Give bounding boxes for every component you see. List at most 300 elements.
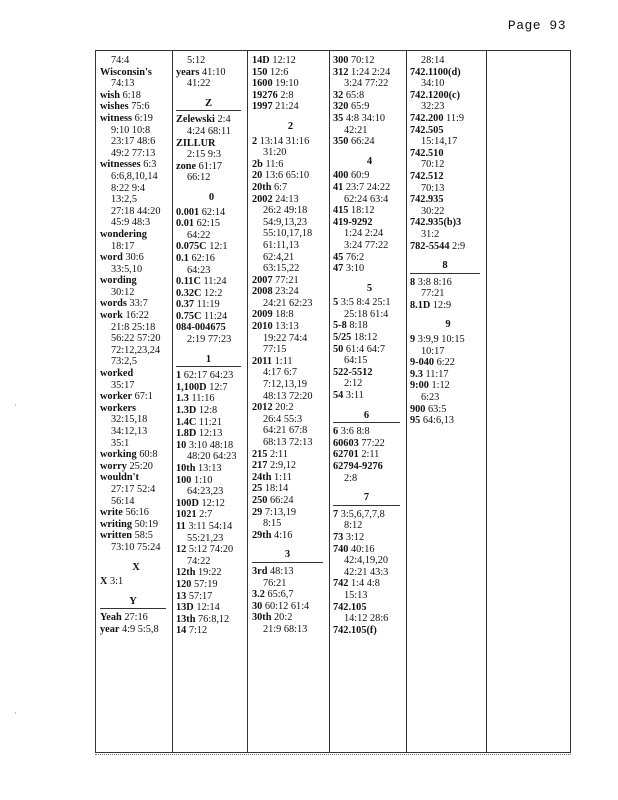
- page-line-refs: 3:9,9 10:15: [417, 334, 465, 346]
- page-line-refs: 74:4: [111, 55, 130, 66]
- index-term: writing: [100, 518, 133, 530]
- page-line-refs: 5:12 74:20: [188, 544, 234, 556]
- index-entry-continuation: [252, 578, 329, 590]
- index-entry: [176, 440, 247, 452]
- index-entry: [176, 567, 247, 579]
- page-line-refs: 2:15 9:3: [187, 149, 222, 161]
- index-entry-continuation: [100, 496, 172, 508]
- page-line-refs: 1:24 2:24: [351, 66, 391, 78]
- index-entry: [252, 612, 329, 624]
- page-line-refs: 66:12: [187, 172, 211, 184]
- column-divider: [172, 51, 173, 752]
- index-entry-continuation: [100, 194, 172, 206]
- page-line-refs: 11:6: [265, 158, 284, 170]
- index-term: 47: [333, 263, 344, 275]
- index-entry-continuation: [410, 78, 486, 90]
- page-line-refs: 64:15: [344, 355, 368, 367]
- index-entry-continuation: [333, 355, 406, 367]
- index-term: 2002: [252, 193, 273, 205]
- page-line-refs: 4:17 6:7: [263, 367, 298, 379]
- index-entry-continuation: [410, 346, 486, 358]
- page-line-refs: 2:9,12: [270, 460, 297, 472]
- page-line-refs: 76:21: [263, 577, 287, 589]
- page-line-refs: 6:7: [274, 181, 288, 193]
- page-line-refs: 57:17: [188, 590, 213, 602]
- index-entry: [100, 391, 172, 403]
- index-entry: [410, 125, 486, 137]
- index-column-2: [176, 55, 247, 752]
- page-line-refs: 2:19 77:23: [187, 334, 232, 346]
- page-line-refs: 3:8 8:16: [417, 276, 452, 288]
- index-term: years: [176, 66, 200, 78]
- index-entry-continuation: [100, 380, 172, 392]
- page-line-refs: 48:13: [270, 565, 294, 577]
- index-entry: [252, 170, 329, 182]
- page-line-refs: 23:7 24:22: [345, 181, 391, 193]
- index-term: 120: [176, 578, 192, 590]
- page-line-refs: 26:2 49:18: [263, 205, 308, 217]
- index-term: 20: [252, 170, 263, 182]
- index-term: 41: [333, 181, 344, 193]
- index-entry: [410, 369, 486, 381]
- index-entry-continuation: [252, 624, 329, 636]
- index-entry: [176, 67, 247, 79]
- index-term: 29: [252, 506, 263, 518]
- index-term: 742: [333, 578, 349, 590]
- index-term: 900: [410, 403, 426, 415]
- page-line-refs: 62:16: [191, 252, 215, 264]
- page-line-refs: 19:10: [275, 78, 299, 90]
- index-entry: [333, 217, 406, 229]
- page-line-refs: 30:22: [421, 205, 445, 217]
- index-term: zone: [176, 160, 197, 172]
- page-line-refs: 15:13: [344, 589, 368, 601]
- page-line-refs: 2:12: [344, 378, 363, 390]
- index-entry-continuation: [252, 367, 329, 379]
- index-term: 13D: [176, 602, 194, 614]
- index-term: 8.1D: [410, 299, 431, 311]
- index-term: 782-5544: [410, 240, 450, 252]
- page-line-refs: 61:11,13: [263, 239, 299, 251]
- page-line-refs: 42:4,19,20: [344, 555, 389, 567]
- index-term: 35: [333, 112, 344, 124]
- page-line-refs: 63:15,22: [263, 263, 300, 275]
- index-term: 400: [333, 170, 349, 182]
- page-line-refs: 64:21 67:8: [263, 425, 308, 437]
- page-line-refs: 66:24: [270, 494, 294, 506]
- index-term: 742.105(f): [333, 624, 377, 636]
- page-line-refs: 74:22: [187, 555, 211, 567]
- index-entry: [252, 566, 329, 578]
- page-line-refs: 11:21: [198, 416, 222, 428]
- page-line-refs: 11:9: [446, 112, 464, 124]
- page-line-refs: 6:19: [134, 112, 153, 124]
- index-entry: [252, 530, 329, 542]
- index-entry-continuation: [333, 78, 406, 90]
- index-entry: [100, 90, 172, 102]
- index-entry: [333, 332, 406, 344]
- index-term: written: [100, 530, 133, 542]
- index-entry: [176, 370, 247, 382]
- page-line-refs: 74:13: [111, 78, 135, 90]
- page-line-refs: 41:22: [187, 78, 211, 90]
- index-entry: [410, 277, 486, 289]
- index-entry: [176, 591, 247, 603]
- index-entry-continuation: [100, 333, 172, 345]
- page-line-refs: 4:24 68:11: [187, 125, 231, 137]
- section-heading: 3: [252, 549, 323, 563]
- page-line-refs: 2:11: [270, 448, 288, 460]
- page-line-refs: 16:22: [125, 310, 149, 322]
- index-entry-continuation: [410, 183, 486, 195]
- index-entry: [410, 113, 486, 125]
- margin-mark: ·: [14, 400, 17, 410]
- index-entry-continuation: [100, 171, 172, 183]
- index-entry: [100, 461, 172, 473]
- index-entry: [333, 344, 406, 356]
- index-entry: [176, 475, 247, 487]
- index-entry-continuation: [100, 426, 172, 438]
- index-entry-continuation: [100, 414, 172, 426]
- page-line-refs: 18:14: [264, 483, 289, 495]
- index-term: 13th: [176, 613, 196, 625]
- index-term: 1997: [252, 101, 273, 113]
- index-entry: [100, 252, 172, 264]
- index-entry-continuation: [176, 265, 247, 277]
- page-line-refs: 30:12: [111, 286, 135, 298]
- page-line-refs: 48:20 64:23: [187, 451, 237, 463]
- page-line-refs: 9:10 10:8: [111, 124, 151, 136]
- index-term: 95: [410, 415, 421, 427]
- page-line-refs: 8:22 9:4: [111, 182, 146, 194]
- index-entry-continuation: [176, 149, 247, 161]
- page-line-refs: 30:6: [125, 252, 144, 264]
- index-term: 2012: [252, 402, 273, 414]
- index-entry: [252, 67, 329, 79]
- page-line-refs: 2:8: [344, 472, 358, 484]
- page-line-refs: 48:13 72:20: [263, 390, 313, 402]
- page-line-refs: 20:2: [274, 612, 293, 624]
- index-entry: [410, 415, 486, 427]
- index-entry: [176, 614, 247, 626]
- page-line-refs: 63:5: [428, 403, 447, 415]
- index-entry: [100, 310, 172, 322]
- page-line-refs: 7:13,19: [264, 506, 297, 518]
- index-entry-continuation: [333, 555, 406, 567]
- index-term: write: [100, 507, 123, 519]
- page-line-refs: 55:21,23: [187, 532, 224, 544]
- index-entry-continuation: [410, 55, 486, 67]
- column-divider: [486, 51, 487, 752]
- section-heading: X: [132, 561, 140, 573]
- page-line-refs: 68:13 72:13: [263, 437, 313, 448]
- index-entry: [333, 67, 406, 79]
- page-line-refs: 25:20: [129, 460, 153, 472]
- index-entry: [176, 138, 247, 150]
- page-line-refs: 56:16: [125, 507, 149, 519]
- index-entry: [252, 589, 329, 601]
- index-entry: [176, 579, 247, 591]
- page-line-refs: 64:23,23: [187, 486, 224, 498]
- page-line-refs: 1:24 2:24: [344, 228, 384, 240]
- index-term: wish: [100, 89, 121, 101]
- page-line-refs: 8:15: [263, 518, 282, 530]
- index-entry: [100, 101, 172, 113]
- page-line-refs: 27:16: [124, 612, 148, 624]
- page-line-refs: 24:13: [275, 193, 299, 205]
- index-term: wording: [100, 275, 137, 287]
- page-line-refs: 1:4 4:8: [351, 578, 380, 590]
- page-line-refs: 21:8 25:18: [111, 321, 156, 333]
- index-term: Zelewski: [176, 114, 215, 126]
- index-term: 45: [333, 251, 344, 263]
- index-entry-continuation: [100, 542, 172, 554]
- index-entry: [252, 55, 329, 67]
- index-entry: [252, 460, 329, 472]
- index-term: 0.75C: [176, 310, 202, 322]
- index-entry: [410, 171, 486, 183]
- index-entry: [333, 390, 406, 402]
- index-entry: [333, 426, 406, 438]
- index-entry-continuation: [252, 425, 329, 437]
- index-entry-continuation: [333, 194, 406, 206]
- index-entry-continuation: [100, 356, 172, 368]
- index-entry-continuation: [252, 217, 329, 229]
- page-line-refs: 25:18 61:4: [344, 308, 389, 320]
- index-entry: [333, 532, 406, 544]
- index-entry-continuation: [410, 206, 486, 218]
- index-entry: [176, 417, 247, 429]
- index-term: ZILLUR: [176, 137, 216, 149]
- page-line-refs: 3:24 77:22: [344, 78, 389, 90]
- index-entry: [100, 298, 172, 310]
- index-column-3: [252, 55, 329, 752]
- page-line-refs: 13:6 65:10: [264, 170, 310, 182]
- page-line-refs: 77:21: [421, 288, 445, 300]
- index-term: 9:00: [410, 380, 429, 392]
- index-term: 73: [333, 531, 344, 543]
- index-term: 30th: [252, 612, 272, 624]
- page-line-refs: 3:6 8:8: [340, 426, 370, 438]
- page-line-refs: 73:10 75:24: [111, 541, 161, 553]
- page-line-refs: 64:6,13: [422, 415, 455, 427]
- page-line-refs: 65:6,7: [267, 589, 294, 601]
- index-term: wishes: [100, 101, 129, 113]
- index-entry: [100, 576, 172, 588]
- page-line-refs: 15:14,17: [421, 136, 458, 148]
- index-term: 1021: [176, 509, 197, 521]
- page-line-refs: 42:21: [344, 124, 368, 136]
- bottom-rule: [95, 754, 571, 755]
- page-line-refs: 1:10: [194, 474, 213, 486]
- index-term: 150: [252, 66, 268, 78]
- index-entry: [100, 472, 172, 484]
- page-line-refs: 10:17: [421, 345, 445, 357]
- index-entry: [100, 368, 172, 380]
- page-line-refs: 77:21: [275, 274, 299, 286]
- page-line-refs: 60:9: [351, 170, 370, 182]
- page-line-refs: 49:2 77:13: [111, 147, 156, 159]
- index-entry: [252, 286, 329, 298]
- page-line-refs: 12:8: [198, 405, 218, 417]
- index-entry: [176, 463, 247, 475]
- index-entry: [333, 602, 406, 614]
- index-term: 5: [333, 297, 339, 309]
- index-entry-continuation: [252, 437, 329, 449]
- index-entry: [252, 182, 329, 194]
- index-entry: [252, 90, 329, 102]
- index-entry-continuation: [176, 78, 247, 90]
- index-entry-continuation: [252, 518, 329, 530]
- page-line-refs: 2:8: [280, 89, 294, 101]
- index-entry: [176, 299, 247, 311]
- index-term: 1.4C: [176, 416, 197, 428]
- page-line-refs: 11:24: [204, 310, 228, 322]
- word-index-table: [95, 50, 571, 753]
- index-entry: [252, 309, 329, 321]
- index-entry-continuation: [176, 334, 247, 346]
- column-divider: [247, 51, 248, 752]
- index-term: 20th: [252, 181, 272, 193]
- index-entry: [100, 113, 172, 125]
- index-entry-continuation: [252, 263, 329, 275]
- index-entry: [100, 449, 172, 461]
- index-term: 10: [176, 439, 187, 451]
- index-entry: [333, 170, 406, 182]
- index-entry: [252, 507, 329, 519]
- page-line-refs: 27:18 44:20: [111, 205, 161, 217]
- index-entry: [252, 194, 329, 206]
- index-term: 0.32C: [176, 287, 202, 299]
- index-term: 3rd: [252, 565, 268, 577]
- page-line-refs: 26:4 55:3: [263, 413, 303, 425]
- index-term: 1: [176, 370, 182, 382]
- index-entry: [410, 357, 486, 369]
- page-line-refs: 61:17: [198, 160, 223, 172]
- index-term: worker: [100, 391, 133, 403]
- index-entry: [176, 521, 247, 533]
- index-term: 10th: [176, 463, 196, 474]
- page-line-refs: 8:18: [349, 320, 368, 332]
- page-line-refs: 11:24: [203, 276, 227, 288]
- page-line-refs: 12:13: [198, 428, 223, 440]
- index-entry-continuation: [410, 159, 486, 171]
- index-term: 1.3D: [176, 405, 197, 417]
- index-entry: [252, 472, 329, 484]
- index-entry: [176, 625, 247, 637]
- index-term: 9.3: [410, 368, 423, 380]
- page-line-refs: 65:8: [345, 89, 365, 101]
- page-line-refs: 55:10,17,18: [263, 228, 313, 240]
- page-line-refs: 1:11: [274, 471, 292, 483]
- index-term: 14D: [252, 55, 270, 66]
- index-term: 742.105: [333, 601, 367, 613]
- index-entry: [176, 382, 247, 394]
- page-line-refs: 35:17: [111, 379, 135, 391]
- page-line-refs: 40:16: [351, 543, 375, 555]
- page-line-refs: 61:4 64:7: [345, 343, 386, 355]
- page-line-refs: 50:19: [134, 518, 159, 530]
- index-entry: [176, 405, 247, 417]
- page-line-refs: 27:17 52:4: [111, 483, 156, 495]
- page-line-refs: 62:4,21: [263, 251, 295, 263]
- index-entry: [176, 253, 247, 265]
- index-term: 742.200: [410, 112, 444, 124]
- page-line-refs: 35:1: [111, 437, 130, 449]
- page-line-refs: 31:20: [263, 147, 287, 159]
- page-line-refs: 66:24: [351, 136, 375, 148]
- index-entry: [100, 275, 172, 287]
- index-term: Wisconsin's: [100, 66, 152, 78]
- index-term: 62794-9276: [333, 461, 383, 472]
- index-entry: [333, 263, 406, 275]
- page-line-refs: 6:6,8,10,14: [111, 170, 158, 182]
- page-line-refs: 62:24 63:4: [344, 193, 389, 205]
- index-entry: [252, 402, 329, 414]
- index-entry-continuation: [176, 172, 247, 184]
- index-entry: [333, 182, 406, 194]
- page-line-refs: 2:7: [199, 509, 213, 521]
- page-line-refs: 62:14: [201, 206, 226, 218]
- index-entry: [252, 495, 329, 507]
- index-term: 11: [176, 520, 186, 532]
- page-line-refs: 24:21 62:23: [263, 297, 313, 309]
- index-entry: [410, 241, 486, 253]
- page-line-refs: 28:14: [421, 55, 445, 66]
- index-entry: [100, 519, 172, 531]
- index-term: 100D: [176, 497, 199, 509]
- index-term: 522-5512: [333, 366, 373, 378]
- page-line-refs: 32:23: [421, 101, 445, 113]
- page-line-refs: 3:5,6,7,7,8: [340, 508, 385, 520]
- page-line-refs: 1:11: [274, 355, 293, 367]
- page-line-refs: 14:12 28:6: [344, 613, 389, 625]
- index-entry: [252, 275, 329, 287]
- page-line-refs: 12:9: [432, 299, 452, 311]
- index-term: 742.1100(d): [410, 66, 461, 78]
- page-line-refs: 33:5,10: [111, 263, 143, 275]
- page-line-refs: 3:10: [345, 263, 365, 275]
- index-entry-continuation: [100, 125, 172, 137]
- index-entry: [252, 101, 329, 113]
- index-entry-continuation: [176, 533, 247, 545]
- index-entry: [410, 404, 486, 416]
- index-entry-continuation: [100, 287, 172, 299]
- index-term: 2b: [252, 158, 263, 170]
- index-entry: [333, 90, 406, 102]
- index-entry-continuation: [252, 414, 329, 426]
- index-term: wondering: [100, 228, 147, 240]
- index-entry-continuation: [410, 392, 486, 404]
- index-entry: [100, 67, 172, 79]
- index-term: 50: [333, 343, 344, 355]
- index-term: 30: [252, 600, 263, 612]
- index-entry: [252, 78, 329, 90]
- page-line-refs: 4:16: [274, 529, 293, 541]
- section-heading: Y: [100, 596, 166, 610]
- index-entry: [333, 578, 406, 590]
- margin-mark: ·: [14, 708, 17, 718]
- column-divider: [95, 51, 96, 752]
- index-entry-continuation: [100, 345, 172, 357]
- index-entry: [333, 367, 406, 379]
- index-term: 742.1200(c): [410, 89, 461, 101]
- index-entry-continuation: [333, 125, 406, 137]
- index-term: 742.935(b)3: [410, 217, 462, 229]
- index-entry: [176, 509, 247, 521]
- index-term: 0.001: [176, 206, 200, 218]
- page-line-refs: 5:12: [187, 55, 206, 66]
